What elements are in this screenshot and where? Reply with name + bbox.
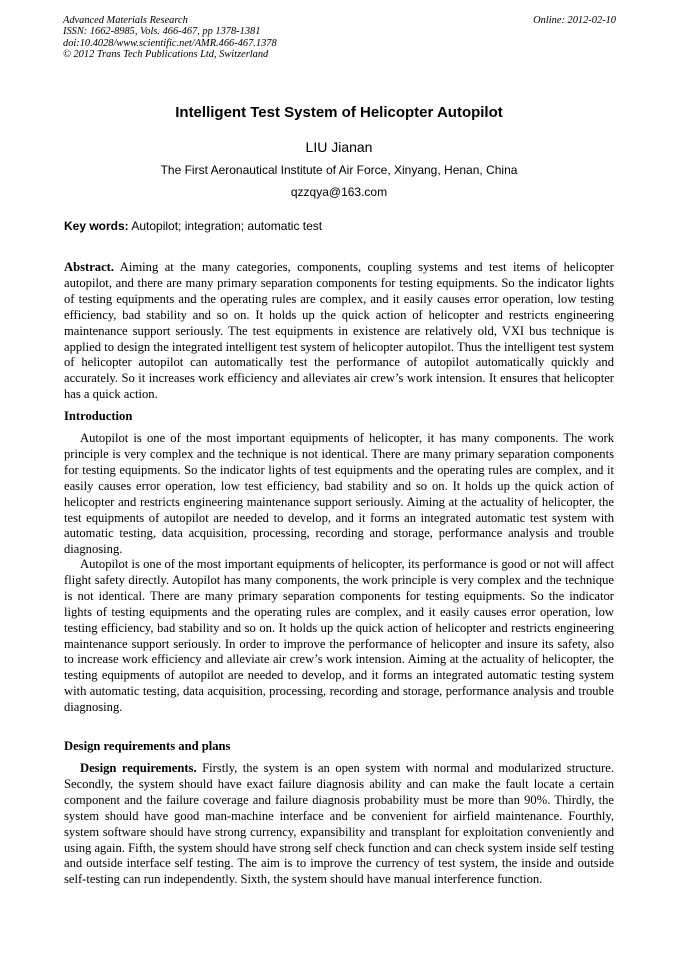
introduction-paragraph-2: Autopilot is one of the most important equipments of helicopter, its performance is good or not will affect flight safety directly. Autopilot has many components, the work principle is very complex and the technique is not identical. There are many primary separation components for testing equipments. So the indicator lights of testing equipments and the operating rules are complex, and it easily causes error operation, low testing efficiency, bad stability and so on. It holds up the quick action of helicopter and restricts engineering maintenance support seriously. In order to improve the performance of helicopter and insure its safety, also to increase work efficiency and alleviate air crew’s work intension. Aiming at the actuality of helicopter, the testing equipments of autopilot are needed to develop, and it forms an integrated automatic testing system with automatic testing, data acquisition, processing, recording and storage, performance analysis and trouble diagnosing.: [64, 557, 614, 715]
section-heading-introduction: Introduction: [64, 409, 133, 423]
design-requirements-label: Design requirements.: [80, 761, 197, 775]
keywords-text: Autopilot; integration; automatic test: [131, 219, 323, 233]
keywords-label: Key words:: [64, 219, 129, 233]
design-requirements-text: Firstly, the system is an open system with normal and modularized structure. Secondly, the system should have exact failure diagnosis ability and can make the fault locate a certain component and the failure coverage and failure diagnosis probability must be more than 90%. Thirdly, the system should have good man-machine interface and be convenient for airfield maintenance. Fourthly, system software should have strong currency, expansibility and transplant for exploitation conveniently and using again. Fifth, the system should have strong self check function and can check system inside self testing and outside interface self testing. The aim is to improve the currency of test system, the inside and outside self-testing can run independently. Sixth, the system should have manual interference function.: [64, 761, 615, 887]
journal-header: [63, 15, 483, 61]
paper-title: Intelligent Test System of Helicopter Autopilot: [175, 104, 503, 121]
journal-name: Advanced Materials Research: [63, 15, 188, 26]
section-heading-design: Design requirements and plans: [64, 739, 231, 753]
abstract-text: Aiming at the many categories, components, coupling systems and test items of helicopter autopilot, and there are many primary separation components for testing equipments. So the indicator lights of testing equipments and the operating rules are complex, and it easily causes error operation, low testing efficiency, bad stability and so on. It holds up the quick action of helicopter and restricts engineering maintenance support seriously. The test equipments in existence are relatively old, VXI bus technique is applied to design the integrated intelligent test system of helicopter autopilot. Thus the intelligent test system of helicopter autopilot can automatically test the performance of autopilot automatically quickly and accurately. So it increases work efficiency and alleviates air crew’s work intension. It ensures that helicopter has a quick action.: [64, 260, 614, 402]
doi-line: doi:10.4028/www.scientific.net/AMR.466-467.1378: [63, 37, 277, 49]
abstract: [64, 260, 614, 403]
keywords: [64, 219, 616, 233]
abstract-label: Abstract.: [64, 260, 115, 274]
issn-line: ISSN: 1662-8985, Vols. 466-467, pp 1378-1381: [63, 26, 261, 38]
author-affiliation: The First Aeronautical Institute of Air Force, Xinyang, Henan, China: [160, 163, 518, 177]
introduction-paragraph-1: Autopilot is one of the most important equipments of helicopter, it has many components. The work principle is very complex and the technique is not identical. There are many primary separation components for testing equipments. So the indicator lights of test equipments and the operating rules are complex, and it easily causes error operation, low test efficiency, bad stability and so on. It holds up the quick action of helicopter and restricts engineering maintenance support seriously. Aiming at the actuality of helicopter, the test equipments of autopilot are needed to develop, and it forms an integrated automatic test system with automatic testing, data acquisition, processing, recording and storage, performance analysis and trouble diagnosing.: [64, 431, 614, 557]
design-paragraph-1: [64, 761, 614, 888]
copyright-line: © 2012 Trans Tech Publications Ltd, Switzerland: [63, 49, 269, 61]
online-date: Online: 2012-02-10: [533, 15, 616, 26]
author-email: qzzqya@163.com: [290, 185, 388, 199]
author-name: LIU Jianan: [305, 139, 373, 155]
